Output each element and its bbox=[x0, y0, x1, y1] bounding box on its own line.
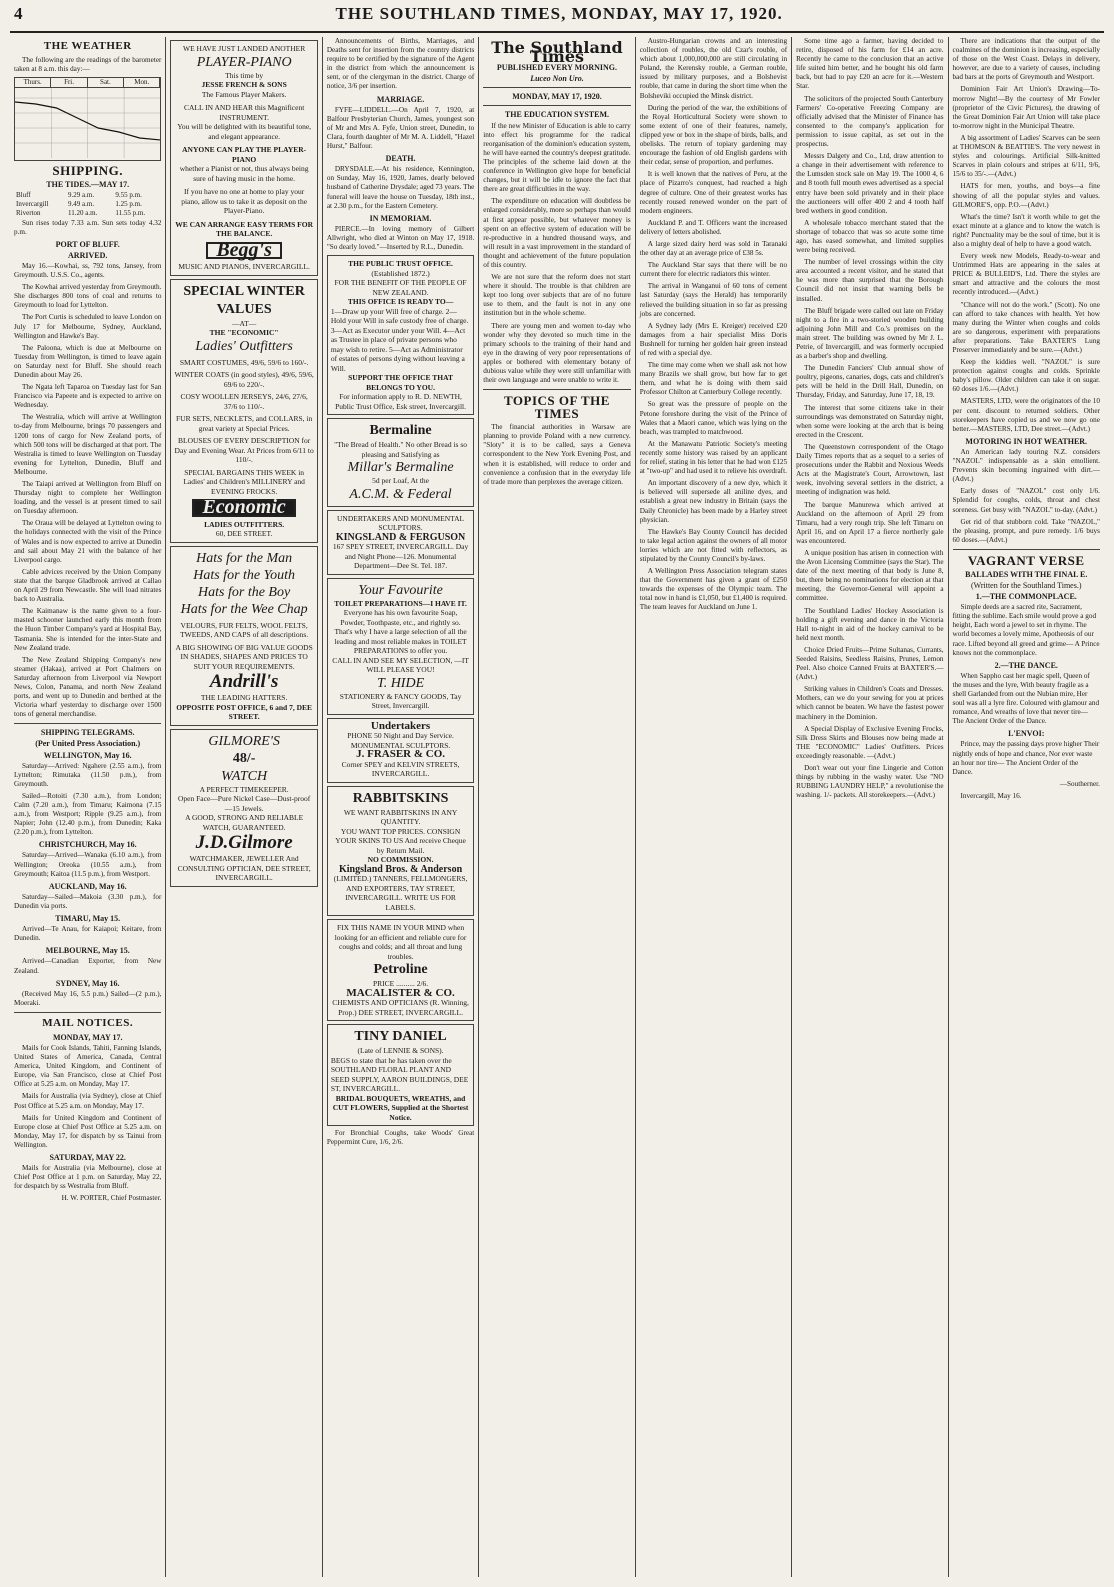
arrived-heading: ARRIVED. bbox=[68, 250, 108, 260]
ad-text: BRIDAL BOUQUETS, WREATHS, and CUT FLOWERS, Supplied at the Shortest Notice. bbox=[332, 1093, 469, 1122]
dateline: TIMARU, May 15. bbox=[55, 914, 121, 924]
sun-times: Sun rises today 7.33 a.m. Sun sets today 4.32 p.m. bbox=[14, 218, 162, 236]
news-item: An American lady touring N.Z. considers "NAZOL" indispensable as a skin emollient. Prevents skin becoming ingrained with dirt.—(Advt.) bbox=[952, 447, 1100, 484]
news-item: The Southland Ladies' Hockey Association is holding a gift evening and dance in the Victoria Hall to-night in aid of the hockey carnival to be held next month. bbox=[796, 606, 944, 642]
ad-text: 5d per Loaf, At the bbox=[372, 476, 429, 486]
barometer-curve bbox=[15, 88, 160, 158]
table-row bbox=[14, 200, 161, 209]
telegrams-heading: SHIPPING TELEGRAMS. bbox=[40, 728, 135, 738]
tide-pm: 9.55 p.m. bbox=[115, 191, 142, 200]
beggs-logo: Begg's bbox=[206, 242, 282, 260]
ad-text: WATCHMAKER, JEWELLER And CONSULTING OPTICIAN, DEE STREET, INVERCARGILL. bbox=[177, 854, 311, 882]
shipping-item: The Paloona, which is due at Melbourne on Tuesday from Wellington, is timed to leave again on Saturday next for Bluff. She should reach Dunedin about May 26. bbox=[14, 343, 162, 379]
topics-paragraph: The Auckland Star says that there will be no current there for electric radiators this winter. bbox=[639, 261, 788, 279]
ad-text: OPPOSITE POST OFFICE, 6 and 7, DEE STREET. bbox=[176, 702, 312, 721]
editorial-heading: THE EDUCATION SYSTEM. bbox=[504, 110, 610, 120]
news-item: "Chance will not do the work." (Scott). No one can afford to take chances with health. Yet how many during the Winter when coughs and colds are so dangerous, experiment with preparations after preparations. Take BAXTER'S Lung Preserver immediately and be sure.—(Advt.) bbox=[952, 300, 1100, 354]
notice: PIERCE.—In loving memory of Gilbert Allwright, who died at Winton on May 17, 1918. "So dearly loved."—Inserted by R.L., Dunedin. bbox=[326, 224, 475, 251]
mail-heading: MAIL NOTICES. bbox=[42, 1016, 134, 1029]
mail-date: SATURDAY, MAY 22. bbox=[49, 1153, 126, 1162]
ad-text: PRICE .......... 2/6. bbox=[372, 979, 429, 989]
newspaper-title: THE SOUTHLAND TIMES, MONDAY, MAY 17, 1920. bbox=[335, 4, 783, 23]
ad-headline: PLAYER-PIANO bbox=[196, 54, 292, 70]
baro-day: Sat. bbox=[88, 78, 124, 87]
shipping-item: May 16.—Kowhai, ss, 792 tons, Jansey, from Greymouth. U.S.S. Co., agents. bbox=[14, 261, 162, 280]
dateline: SYDNEY, May 16. bbox=[55, 978, 120, 988]
telegram-item: Sailed—Rotoiti (7.30 a.m.), from London; Calm (7.20 a.m.), from Timaru; Kaimona (7.15 a.m.), from Westport; Ripple (9.25 a.m.), from Napier; John (12.40 p.m.), from Dunedin; Kaka (2.20 p.m.), from Lyttelton. bbox=[14, 791, 162, 837]
shipping-item: The Ngata left Taparoa on Tuesday last for San Francisco via Papeete and is expected to arrive on Wednesday. bbox=[14, 383, 162, 410]
telegram-item: Saturday—Arrived—Wanaka (6.10 a.m.), from Wellington; Oreoka (10.55 a.m.), from Greymouth; Kaitoa (11.5 p.m.), from Westport. bbox=[14, 851, 162, 878]
topics-paragraph: A large sized dairy herd was sold in Taranaki the other day at an average price of £38 5s. bbox=[639, 239, 788, 258]
topics-paragraph: A Sydney lady (Mrs E. Kreiger) received £20 damages from a hair specialist Miss Doris Bushnell for turning her golden hair green instead of red with a special dye. bbox=[639, 321, 788, 357]
ad-headline: VALUES bbox=[216, 301, 272, 317]
column-1 bbox=[10, 37, 166, 1577]
news-item: The Dunedin Fanciers' Club annual show of poultry, pigeons, canaries, dogs, cats and children's pets will be held in the Drill Hall, Dunedin, on Thursday, Friday, and Saturday, June 17, 18, 19. bbox=[796, 364, 944, 400]
ad-text: (Late of LENNIE & SONS). bbox=[357, 1046, 444, 1056]
envoi-heading: L'ENVOI: bbox=[1008, 729, 1045, 739]
weather-intro: The following are the readings of the barometer taken at 8 a.m. this day:— bbox=[14, 56, 162, 74]
ad-text: THIS OFFICE IS READY TO— bbox=[347, 297, 454, 307]
ad-text: PHONE 50 Night and Day Service. MONUMENTAL SCULPTORS. bbox=[347, 731, 454, 750]
mail-item: Mails for Australia (via Sydney), close at Chief Post Office at 5.25 a.m. on Monday, May 17. bbox=[14, 1092, 162, 1110]
ad-headline: GILMORE'S bbox=[208, 733, 280, 749]
news-item: The solicitors of the projected South Canterbury Farmers' Co-operative Freezing Company are officially advised that the Minister of Finance has consented to the company's application for permission to issue capital, as set out in the prospectus. bbox=[796, 94, 944, 149]
notice: Announcements of Births, Marriages, and Deaths sent for insertion from the country districts require to be certified by the signature of the Agent in the district from which the announcement is sent, or of the clergyman in the district. Charge of notice, 3/6 per insertion. bbox=[326, 37, 475, 91]
player-piano-ad bbox=[170, 40, 317, 276]
ad-headline: Hats for the Boy bbox=[198, 584, 291, 600]
section-heading: DEATH. bbox=[385, 154, 416, 164]
ad-text: Open Face—Pure Nickel Case—Dust-proof—15 Jewels. bbox=[178, 794, 311, 813]
ad-text: SUPPORT THE OFFICE THAT BELONGS TO YOU. bbox=[348, 373, 453, 392]
tiny-daniel-ad bbox=[327, 1024, 474, 1126]
news-item: HATS for men, youths, and boys—a fine showing of all the popular styles and values. GILMORE'S, opp. P.O.—(Advt.) bbox=[952, 182, 1100, 209]
ad-text: whether a Pianist or not, thus always being sure of having music in the home. bbox=[179, 164, 309, 183]
ad-text: This time by bbox=[225, 70, 264, 80]
ad-text: A BIG SHOWING OF BIG VALUE GOODS IN SHADES, SHAPES AND PRICES TO SUIT YOUR REQUIREMENTS. bbox=[175, 642, 313, 671]
petroline-ad bbox=[327, 919, 474, 1021]
ad-text: NO COMMISSION. bbox=[367, 855, 434, 865]
news-item: The number of level crossings within the city area accounted a recent visitor, and he stated that he was more than surprised that the Borough Council did not insist that warning bells be installed. bbox=[796, 258, 944, 303]
ad-text: If you have no one at home to play your piano, allow us to take it as deposit on the Player-Piano. bbox=[181, 187, 308, 215]
verse-subheading: BALLADES WITH THE FINAL E. bbox=[965, 569, 1088, 579]
section-heading: MOTORING IN HOT WEATHER. bbox=[965, 436, 1088, 446]
tide-pm: 1.25 p.m. bbox=[115, 200, 142, 209]
ad-text: TOILET PREPARATIONS—I HAVE IT. bbox=[334, 598, 467, 608]
ad-text: Everyone has his own favourite Soap, Powder, Toothpaste, etc., and rightly so. That's why I have a large selection of all the leading and most reliable makes in TOILET PREPARATIONS to offer you. bbox=[334, 608, 467, 656]
page-number: 4 bbox=[14, 4, 23, 23]
ad-text: 60, DEE STREET. bbox=[215, 529, 273, 538]
divider bbox=[14, 1012, 161, 1013]
ad-text: SPECIAL BARGAINS THIS WEEK in Ladies' and Children's MILLINERY and EVENING FROCKS. bbox=[183, 467, 305, 496]
ad-headline: Hats for the Wee Chap bbox=[180, 601, 308, 617]
column-6 bbox=[792, 37, 948, 1577]
editorial-paragraph: The expenditure on education will doubtless be enlarged considerably, more so perhaps than would at first appear possible, but whatever money is spent on an effective system of education will be re-productive in a hundred thousand ways, and will result in a vast improvement in the standard of thought and achievement of the future population of this country. bbox=[483, 197, 631, 269]
editorial-paragraph: We are not sure that the reform does not start where it should. The trouble is that children are kept too long over subjects that are of no future use to them, and the fault is not in any one institution but in the whole scheme. bbox=[483, 273, 631, 318]
ad-headline: Hats for the Youth bbox=[193, 567, 296, 583]
topics-paragraph: The arrival in Wanganui of 60 tons of cement last Saturday (says the Herald) has temporarily relieved the building situation in so far as pressing jobs are concerned. bbox=[639, 282, 788, 318]
ad-headline: Petroline bbox=[373, 962, 428, 978]
tides-table bbox=[14, 191, 161, 218]
divider bbox=[483, 389, 630, 390]
ad-headline: A.C.M. & Federal bbox=[349, 486, 452, 502]
telegrams-subheading: (Per United Press Association.) bbox=[35, 739, 141, 749]
header-spacer bbox=[1096, 4, 1100, 24]
topics-paragraph: The Hawke's Bay County Council has decided to take legal action against the owners of all motor lorries which are not fitted with reflectors, as stipulated by the County Council's by-laws. bbox=[639, 527, 788, 563]
news-item: Dominion Fair Art Union's Drawing—To-morrow Night!—By the courtesy of Mr Fowler (proprietor of the Civic Pictures), the drawing of the Great Dominion Fair Art Union will take place to-morrow night in the Municipal Theatre. bbox=[952, 85, 1100, 130]
notice: FYFE—LIDDELL.—On April 7, 1920, at Balfour Presbyterian Church, James, youngest son of Mr and Mrs A. Fyfe, Union street, Dunedin, to Clara, fourth daughter of Mr M. A. Liddell, "Hazel Hurst," Balfour. bbox=[326, 105, 475, 151]
ad-text: 167 SPEY STREET, INVERCARGILL. Day and Night Phone—126. Monumental Department—Dee St. Tel. 187. bbox=[332, 542, 469, 571]
barometer-days bbox=[15, 78, 160, 88]
ad-headline: Bermaline bbox=[369, 423, 432, 439]
newspaper-page bbox=[10, 4, 1104, 1577]
telegram-item: Saturday—Sailed—Makoia (3.30 p.m.), for Dunedin via ports. bbox=[14, 892, 162, 910]
ad-text: BEGS to state that he has taken over the SOUTHLAND FLORAL PLANT AND SEED SUPPLY, AARON BUILDINGS, DEE ST, INVERCARGILL. bbox=[330, 1055, 469, 1094]
poem-stanza: When Sappho cast her magic spell, Queen of the muses and the lyre, With beauty fragile as a shell Garlanded from out the Nubian mire, Her soul was all a lyre fire. Coloured with glamour and romance, And wreaths of love that never tire— The Ancient Order of the Dance. bbox=[952, 671, 1100, 726]
ad-text: For information apply to R. D. NEWTH, Public Trust Office, Esk street, Invercargill. bbox=[335, 392, 467, 411]
shipping-item: The Westralia, which will arrive at Wellington to-day from Melbourne, brings 70 passengers and 1200 tons of cargo for New Zealand ports, of which 500 tons will be discharged at that port. The Westralia is timed to leave Wellington on Tuesday evening for Lyttelton, Dunedin, Bluff and Melbourne. bbox=[14, 413, 162, 476]
telegram-item: Arrived—Te Anau, for Kaiapoi; Keitare, from Dunedin. bbox=[14, 925, 162, 943]
divider bbox=[483, 87, 630, 88]
news-item: Don't wear out your fine Lingerie and Cotton things by rubbing in the washy water. Use "NO RUBBING LAUNDRY HELP," a revolutionise the washing. 1/- packets. All storekeepers.—(Advt.) bbox=[796, 764, 944, 800]
gilmore-logo: J.D.Gilmore bbox=[195, 832, 293, 853]
motto: Luceo Non Uro. bbox=[530, 74, 584, 84]
mail-item: Mails for Australia (via Melbourne), close at Chief Post Office at 1 p.m. on Saturday, May 22, for despatch by ss Westralia from Bluff. bbox=[14, 1164, 162, 1191]
ad-text: 1—Draw up your Will free of charge. 2—Hold your Will in safe custody free of charge. 3—Act as Executor under your Will. 4—Act as Trustee in place of private persons who may wish to retire. 5—Act as Administrator of estates of persons dying without leaving a Will. bbox=[330, 306, 469, 373]
topics-paragraph: The time may come when we shall ask not how many Brazils we shall grow, but how far to get them, and what he is doing with them said Professor Chilton at Canterbury College recently. bbox=[639, 361, 788, 397]
ad-text: UNDERTAKERS AND MONUMENTAL SCULPTORS. bbox=[337, 513, 465, 533]
ad-headline: TINY DANIEL bbox=[354, 1029, 447, 1045]
tides-heading: THE TIDES.—MAY 17. bbox=[46, 180, 130, 190]
shipping-item: The Kaimanaw is the name given to a four-masted schooner launched early this month from the Huon Timber Company's yard at Hospital Bay, Tasmania. She is intended for the inter-State and New Zealand trade. bbox=[14, 607, 162, 652]
ad-headline: MACALISTER & CO. bbox=[346, 986, 455, 999]
ad-headline: KINGSLAND & FERGUSON bbox=[335, 531, 466, 543]
ad-headline: Your Favourite bbox=[358, 582, 443, 598]
poem-stanza: Simple deeds are a sacred rite, Sacrament, fitting the sublime. Each smile would prove a god height, Each word a jewel to set in rhyme. The world becomes a lovely mime, Apotheosis of our race. Lifted beyond all greed and grime— A Prince knows not the commonplace. bbox=[952, 603, 1100, 657]
ad-text: WE WANT RABBITSKINS IN ANY QUANTITY. bbox=[343, 807, 458, 827]
column-7 bbox=[949, 37, 1104, 1577]
public-trust-ad bbox=[327, 255, 474, 415]
news-item: There are indications that the output of the coalmines of the dominion is increasing, especially of those on the West Coast. Delays in delivery, however, are due to a variety of causes, including bad bars at the ports of Greymouth and Westport. bbox=[952, 37, 1100, 82]
ad-headline: Kingsland Bros. & Anderson bbox=[338, 863, 463, 875]
shipping-item: The Kowhai arrived yesterday from Greymouth. She discharges 800 tons of coal and returns to Greymouth to load for Lyttelton. bbox=[14, 283, 162, 310]
tide-am: 11.20 a.m. bbox=[68, 209, 98, 218]
ad-text: THE LEADING HATTERS. bbox=[200, 693, 288, 702]
ad-text: (Established 1872.) bbox=[371, 268, 430, 278]
ad-text: CHEMISTS AND OPTICIANS (R. Winning, Prop.) DEE STREET, INVERCARGILL. bbox=[332, 998, 469, 1017]
poem-title: 2.—THE DANCE. bbox=[994, 660, 1058, 670]
shipping-heading: SHIPPING. bbox=[52, 163, 123, 179]
ad-headline: J. FRASER & CO. bbox=[356, 748, 446, 761]
rabbitskins-ad bbox=[327, 786, 474, 917]
vagrant-verse-heading: VAGRANT VERSE bbox=[967, 552, 1085, 568]
poem-stanza: Prince, may the passing days prove higher Their nightly ends of hope and chance, Nor ever waste an hour nor tire— The Ancient Order of the Dance. bbox=[952, 740, 1100, 776]
topics-paragraph: During the period of the war, the exhibitions of the Royal Horticultural Society were shown to some extent of one of their features, namely, clipped yew or box in the shape of birds, balls, and obelisks. The return of topiary gardening may encourage the fashion of old English gardens with their cedar, sense of proportion, and perfumes. bbox=[639, 103, 788, 167]
ad-headline: Millar's Bermaline bbox=[347, 460, 454, 476]
andrills-logo: Andrill's bbox=[209, 671, 279, 692]
news-item: A wholesale tobacco merchant stated that the shortage of tobacco that was so acute some time ago, has eased somewhat, and limited supplies were being received. bbox=[796, 218, 944, 255]
divider bbox=[953, 549, 1100, 550]
editorial-masthead: The Southland Times bbox=[491, 38, 623, 67]
dateline: AUCKLAND, May 16. bbox=[48, 881, 127, 891]
baro-day: Mon. bbox=[124, 78, 160, 87]
column-5 bbox=[636, 37, 792, 1577]
ad-headline: T. HIDE bbox=[376, 675, 425, 691]
news-item: Striking values in Children's Coats and Dresses. Mothers, can we do your sewing for you at prices which cannot be beaten. We have the fastest power machinery in the Dominion. bbox=[796, 685, 944, 721]
economic-logo: Economic bbox=[192, 499, 295, 517]
ad-text: FIX THIS NAME IN YOUR MIND when looking for an efficient and reliable cure for coughs and colds; and all throat and lung troubles. bbox=[334, 923, 467, 961]
telegram-item: Arrived—Canadian Exporter, from New Zealand. bbox=[14, 957, 162, 975]
ad-text: Corner SPEY and KELVIN STREETS, INVERCARGILL. bbox=[341, 759, 460, 779]
news-item: MASTERS, LTD, were the originators of the 10 per cent. discount to returned soldiers. Other storekeepers have copied us and we now go one better.—MASTERS, LTD, Dee street.—(Advt.) bbox=[952, 397, 1100, 433]
ad-headline: WATCH bbox=[221, 768, 268, 784]
news-item: The Bluff brigade were called out late on Friday night to a fire in a two-storied wooden building adjoining John Mill and Co.'s premises on the main street. The building was owned by Mr J. L. Petrie, of Invercargill, and was formerly occupied as a barber's shop and dwelling. bbox=[796, 306, 944, 361]
ad-text: SMART COSTUMES, 49/6, 59/6 to 160/-. bbox=[179, 357, 309, 367]
dateline: CHRISTCHURCH, May 16. bbox=[38, 840, 137, 850]
ad-text: WE HAVE JUST LANDED ANOTHER bbox=[183, 44, 306, 53]
topics-heading: TOPICS OF THE TIMES bbox=[503, 393, 610, 422]
dateline: WELLINGTON, May 16. bbox=[43, 750, 132, 760]
editorial-date: MONDAY, MAY 17, 1920. bbox=[512, 92, 602, 102]
ad-text: MUSIC AND PIANOS, INVERCARGILL. bbox=[178, 262, 310, 271]
shipping-item: Cable advices received by the Union Company state that the barque Gladbrook arrived at Callao on April 29 from Newcastle. She will load nitrates back to Australia. bbox=[14, 567, 162, 604]
tide-am: 9.49 a.m. bbox=[68, 200, 95, 209]
ad-text: WE CAN ARRANGE EASY TERMS FOR THE BALANCE. bbox=[175, 219, 313, 238]
ad-headline: RABBITSKINS bbox=[352, 790, 449, 806]
ad-text: (LIMITED.) TANNERS, FELLMONGERS, AND EXPORTERS, TAY STREET, INVERCARGILL. WRITE US FOR LABELS. bbox=[333, 874, 468, 912]
column-2 bbox=[166, 37, 322, 1577]
mail-item: Mails for Cook Islands, Tahiti, Fanning Islands, United States of America, Canada, Central America, United Kingdom, and Continent of Europe, via San Francisco, close at Chief Post Office at 5.25 a.m. on Monday, May 17. bbox=[14, 1043, 162, 1089]
ad-headline: Undertakers bbox=[370, 719, 431, 732]
column-3 bbox=[323, 37, 479, 1577]
ad-text: FOR THE BENEFIT OF THE PEOPLE OF NEW ZEALAND. bbox=[334, 278, 467, 297]
mail-item: Mails for United Kingdom and Continent of Europe close at Chief Post Office at 5.25 a.m. on Monday, May 17, for dispatch by ss Tainui from Wellington. bbox=[14, 1113, 162, 1149]
table-row bbox=[14, 191, 161, 200]
weather-heading: THE WEATHER bbox=[43, 40, 132, 52]
economic-ad bbox=[170, 279, 317, 543]
telegram-item: (Received May 16, 5.5 p.m.) Sailed—(2 p.m.), Moeraki. bbox=[14, 989, 162, 1007]
ad-text: FUR SETS, NECKLETS, and COLLARS, in great variety at Special Prices. bbox=[176, 414, 313, 433]
news-item: A unique position has arisen in connection with the Avon Licensing Committee (says the Star). The date of the next meeting of that body is June 8, but, there being no nominations for election at that meeting, the Governor-General will appoint a committee. bbox=[796, 548, 944, 603]
ad-text: WINTER COATS (in good styles), 49/6, 59/6, 69/6 to 220/-. bbox=[174, 370, 314, 389]
topics-paragraph: The financial authorities in Warsaw are planning to provide Poland with a new currency. "Sloty" it is to be called, says a Geneva correspondent to the New York Evening Post, and when it is established, will reduce to order and convenience a confusion that in the everyday life of trade more than perplexes the average citizen. bbox=[483, 423, 631, 486]
ad-price: 48/- bbox=[232, 750, 256, 766]
shipping-item: The Taiapi arrived at Wellington from Bluff on Thursday night to complete her Wellington loading, and the vessel is at present timed to sail on Tuesday afternoon. bbox=[14, 480, 162, 516]
tide-port: Bluff bbox=[16, 191, 31, 200]
telegram-item: Saturday—Arrived: Ngahere (2.55 a.m.), from Lyttelton; Rimutaka (11.50 p.m.), from Greymouth. bbox=[14, 761, 162, 788]
ad-text: JESSE FRENCH & SONS bbox=[201, 80, 287, 89]
ad-text: STATIONERY & FANCY GOODS, Tay Street, Invercargill. bbox=[339, 691, 462, 711]
andrills-ad bbox=[170, 546, 317, 726]
mail-date: MONDAY, MAY 17. bbox=[52, 1032, 123, 1042]
editorial-paragraph: If the new Minister of Education is able to carry into effect his programme for the radical reorganisation of the dominion's education system, he will have earned the country's deepest gratitude. The principles of the scheme laid down at the conference in Wellington give hope for beneficial changes, but it will be idle to ignore the fact that there are great difficulties in the way. bbox=[483, 121, 631, 194]
section-heading: MARRIAGE. bbox=[376, 94, 425, 104]
news-item: What's the time? Isn't it worth while to get the exact minute at a glance and to know the watch is right? Punctuality may be the soul of time, but it is also a mighty deal of help to have a good watch. bbox=[952, 212, 1100, 248]
poem-signature: —Southerner. bbox=[1059, 779, 1100, 788]
news-item: Some time ago a farmer, having decided to retire, disposed of his farm for £14 an acre. Recently he came to the conclusion that an active life suited him better, and he bought his old farm back, but had to pay £20 an acre for it.—Western Star. bbox=[796, 37, 944, 91]
topics-paragraph: A Wellington Press Association telegram states that the Government has given a grant of £250 towards the expenses of the Olympic team. The total now in hand is £1,050, but £1,400 is required. The team leaves for Auckland on June 1. bbox=[639, 567, 788, 612]
ad-text: Ladies' Outfitters bbox=[195, 338, 293, 354]
news-item: Every week new Models, Ready-to-wear and Untrimmed Hats are appearing in the sales at PRICE & BULLEID'S, Ltd. There the styles are smart and attractive and the colours the most recently introduced.—(Advt.) bbox=[952, 252, 1100, 297]
column-4 bbox=[479, 37, 635, 1577]
kingsland-ferguson-ad bbox=[327, 510, 474, 575]
verse-credit: (Written for the Southland Times.) bbox=[970, 580, 1082, 590]
ad-text: A PERFECT TIMEKEEPER. bbox=[199, 784, 289, 794]
port-heading: PORT OF BLUFF. bbox=[55, 239, 120, 249]
page-header bbox=[10, 4, 1104, 33]
ad-text: CALL IN AND HEAR this Magnificent INSTRUMENT. bbox=[183, 103, 305, 122]
news-item: Keep the kiddies well. "NAZOL" is sure protection against coughs and colds. Sprinkle baby's pillow. Older children can take it on sugar. 60 doses 1/6.—(Advt.) bbox=[952, 358, 1100, 394]
barometer-chart bbox=[14, 77, 161, 161]
topics-paragraph: An important discovery of a new dye, which it is believed will supersede all aniline dyes, and establish a great new industry in Britain (says the Daily Chronicle) has been made by a Harley street physician. bbox=[639, 479, 788, 524]
section-heading: IN MEMORIAM. bbox=[369, 213, 432, 223]
ad-text: YOU WANT TOP PRICES. CONSIGN YOUR SKINS TO US And receive Cheque by Return Mail. bbox=[335, 826, 466, 855]
ad-headline: Hats for the Man bbox=[196, 550, 293, 566]
ad-headline: SPECIAL WINTER bbox=[183, 283, 305, 299]
poem-title: 1.—THE COMMONPLACE. bbox=[975, 592, 1077, 602]
ad-text: VELOURS, FUR FELTS, WOOL FELTS, TWEEDS, AND CAPS of all descriptions. bbox=[180, 620, 309, 639]
ad-text: LADIES OUTFITTERS. bbox=[204, 519, 285, 529]
shipping-item: The New Zealand Shipping Company's new steamer (Hakaa), arrived at Port Chalmers on Saturday afternoon from Liverpool via Newport News, Colon, Panama, and north New Zealand ports, and went up to Dunedin and berthed at the Victoria wharf yesterday to discharge over 1500 tons of general merchandise. bbox=[14, 655, 162, 719]
news-item: The Queenstown correspondent of the Otago Daily Times reports that as a sequel to a series of prosecutions under the Rabbit and Noxious Weeds Acts at the Magistrate's Court, Arrowtown, last week, involving several settlers in the district, a meeting of indignation was held. bbox=[796, 442, 944, 497]
divider bbox=[14, 723, 161, 724]
news-item: A big assortment of Ladies' Scarves can be seen at THOMSON & BEATTIE'S. The very newest in styles and colourings. Artificial Silk-knitted Scarves in plain colours and stripes at 6/11, 9/6, 15/6 to 35/-.—(Advt.) bbox=[952, 133, 1100, 179]
tide-pm: 11.55 p.m. bbox=[115, 209, 146, 218]
dateline: MELBOURNE, May 15. bbox=[45, 946, 130, 956]
topics-paragraph: Austro-Hungarian crowns and an interesting collection of roubles, the old Czar's rouble, of which about 1,000,000,000 are still circulating in Poland, the Kerensky rouble, a German rouble, issued by military purposes, and a Bolshevist rouble, that came in during the short time when the Bolsheviki occupied the Minsk district. bbox=[639, 37, 788, 100]
divider bbox=[483, 105, 630, 106]
fraser-ad bbox=[327, 718, 474, 783]
news-item: A Special Display of Exclusive Evening Frocks, Silk Dress Skirts and Blouses now being made at THE "ECONOMIC" Ladies' Outfitters. Prices exceedingly reasonable. —(Advt.) bbox=[796, 724, 944, 760]
tide-port: Riverton bbox=[16, 209, 41, 218]
poem-place: Invercargill, May 16. bbox=[960, 791, 1022, 800]
news-item: The barque Manurewa which arrived at Auckland on the afternoon of April 29 from Timaru, had a very rough trip. She left Timaru on April 16, and on April 17 a fierce northerly gale was encountered. bbox=[796, 500, 944, 545]
topics-paragraph: It is well known that the natives of Peru, at the place of Pizarro's conquest, had reached a high degree of culture. One of their greatest works has recently roused renewed wonder on the part of modern engineers. bbox=[639, 170, 788, 215]
bermaline-ad bbox=[327, 418, 474, 507]
news-item: Messrs Dalgety and Co., Ltd, draw attention to a change in their advertisement with reference to the Lumsden stock sale on May 19. The 1000 4, 6 and 8 tooth full mouth ewes advertised as a special entry have been sold privately and in their place the auctioneers will offer 400 2 and 4 tooth half bred wethers in good condition. bbox=[796, 152, 944, 215]
news-item: Get rid of that stubborn cold. Take "NAZOL," the pleasing, prompt, and pure remedy. 1/6 buys 60 doses.—(Advt.) bbox=[952, 517, 1100, 544]
toilet-ad bbox=[327, 578, 474, 715]
news-item: The interest that some citizens take in their surroundings was demonstrated on Saturday night, when some were looking at the arch that is being erected in the Crescent. bbox=[796, 403, 944, 439]
ad-text: ANYONE CAN PLAY THE PLAYER-PIANO bbox=[182, 145, 307, 164]
ad-headline: THE PUBLIC TRUST OFFICE. bbox=[348, 259, 453, 269]
baro-day: Fri. bbox=[51, 78, 87, 87]
tide-am: 9.29 a.m. bbox=[68, 191, 95, 200]
baro-day: Thurs. bbox=[15, 78, 51, 87]
table-row bbox=[14, 209, 161, 218]
ad-text: —AT— bbox=[232, 318, 257, 328]
signoff: H. W. PORTER, Chief Postmaster. bbox=[61, 1194, 162, 1203]
ad-text: "The Bread of Health." No other Bread is so pleasing and Satisfying as bbox=[334, 440, 468, 459]
editorial-paragraph: There are young men and women to-day who wonder why they devoted so much time in the primary schools to the training of their hand and eye in the drawing of very poor representations of apples or bothered with elementary botany of dubious value while they were still unfamiliar with their own language and were unable to write it. bbox=[483, 321, 631, 385]
ad-text: COSY WOOLLEN JERSEYS, 24/6, 27/6, 37/6 to 110/-. bbox=[180, 392, 308, 411]
tide-port: Invercargill bbox=[16, 200, 49, 209]
ad-text: BLOUSES OF EVERY DESCRIPTION for Day and Evening Wear. At Prices from 6/11 to 110/-. bbox=[174, 436, 314, 464]
notice: DRYSDALE.—At his residence, Kennington, on Sunday, May 16, 1920, James, dearly beloved husband of Catherine Drysdale; aged 73 years. The funeral will leave the house on Tuesday, 18th inst., at 2.30 p.m., for the Eastern Cemetery. bbox=[326, 165, 475, 210]
topics-paragraph: At the Manawatu Patriotic Society's meeting recently some history was raised by an applicant for relief, stating in his letter that he had won £125 at "two-up" and had used it to relieve his overdraft. bbox=[639, 439, 788, 476]
gilmore-ad bbox=[170, 729, 317, 887]
shipping-item: The Port Curtis is scheduled to leave London on July 17 for Melbourne, Sydney, Auckland, Wellington and Hawke's Bay. bbox=[14, 313, 162, 340]
ad-text: A GOOD, STRONG AND RELIABLE WATCH, GUARANTEED. bbox=[185, 813, 304, 832]
ad-text: CALL IN AND SEE MY SELECTION, —IT WILL PLEASE YOU! bbox=[332, 655, 469, 675]
published-line: PUBLISHED EVERY MORNING. bbox=[496, 63, 618, 73]
news-item: Early doses of "NAZOL" cost only 1/6. Splendid for coughs, colds, throat and chest soreness. Get busy with "NAZOL" to-day. (Advt.) bbox=[952, 487, 1100, 514]
shipping-item: The Oraua will be delayed at Lyttelton owing to the holidays connected with the visit of the Prince of Wales and is now expected to arrive at Dunedin and sail about May 21 with the balance of her Liverpool cargo. bbox=[14, 519, 162, 564]
topics-paragraph: Auckland P. and T. Officers want the increased delivery of letters abolished. bbox=[639, 218, 788, 236]
ad-text: THE "ECONOMIC" bbox=[209, 328, 279, 337]
notice: For Bronchial Coughs, take Woods' Great Peppermint Cure, 1/6, 2/6. bbox=[326, 1129, 475, 1147]
columns bbox=[10, 37, 1104, 1577]
ad-text: You will be delighted with its beautiful tone, and elegant appearance. bbox=[177, 122, 312, 141]
ad-text: The Famous Player Makers. bbox=[201, 89, 287, 99]
topics-paragraph: So great was the pressure of people on the Petone foreshore during the visit of the Prince of Wales that a Maori canoe, which was lying on the beach, was trampled to matchwood. bbox=[639, 400, 788, 436]
news-item: Choice Dried Fruits—Prime Sultanas, Currants, Seeded Raisins, Seedless Raisins, Prunes, Lemon Peel. Also choice Canned Fruits at BAXTER'S.—(Advt.) bbox=[796, 645, 944, 682]
